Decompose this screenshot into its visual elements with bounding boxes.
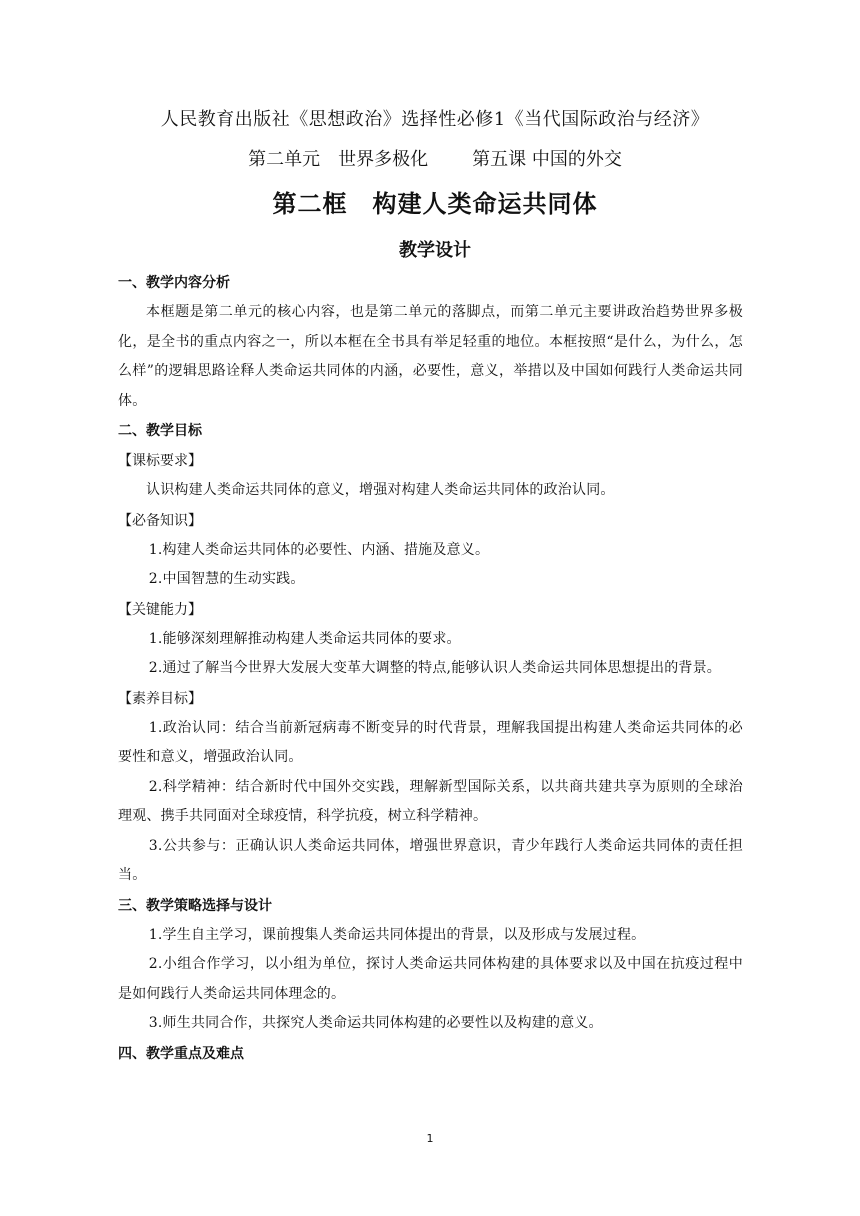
section-heading-objectives: 二、教学目标	[118, 423, 202, 439]
list-item: 2.小组合作学习，以小组为单位，探讨人类命运共同体构建的具体要求以及中国在抗疫过程中是如何践行人类命运共同体理念的。	[118, 956, 743, 1002]
unit-lesson-line	[110, 145, 760, 171]
list-item: 2.中国智慧的生动实践。	[148, 571, 305, 587]
list-item: 1.构建人类命运共同体的必要性、内涵、措施及意义。	[148, 541, 490, 558]
page-subtitle: 教学设计	[399, 240, 471, 261]
label-knowledge: 【必备知识】	[118, 512, 202, 529]
list-item: 1.政治认同：结合当前新冠病毒不断变异的时代背景，理解我国提出构建人类命运共同体的必要性和意义，增强政治认同。	[118, 719, 743, 765]
list-item: 1.学生自主学习，课前搜集人类命运共同体提出的背景，以及形成与发展过程。	[148, 926, 646, 943]
curriculum-paragraph: 认识构建人类命运共同体的意义，增强对构建人类命运共同体的政治认同。	[146, 482, 615, 498]
list-item: 2.通过了解当今世界大发展大变革大调整的特点,能够认识人类命运共同体思想提出的背景。	[148, 660, 722, 676]
list-item: 2.科学精神：结合新时代中国外交实践，理解新型国际关系，以共商共建共享为原则的全球治理观、携手共同面对全球疫情，科学抗疫，树立科学精神。	[118, 778, 743, 824]
section-heading-strategy: 三、教学策略选择与设计	[118, 897, 272, 914]
section-heading-key-points: 四、教学重点及难点	[118, 1045, 244, 1062]
unit-label: 第二单元 世界多极化	[248, 149, 429, 170]
list-item: 1.能够深刻理解推动构建人类命运共同体的要求。	[148, 630, 461, 647]
lesson-label: 第五课 中国的外交	[472, 149, 622, 170]
list-item: 3.公共参与：正确认识人类命运共同体，增强世界意识，青少年践行人类命运共同体的责任担当。	[118, 837, 743, 883]
publisher-line: 人民教育出版社《思想政治》选择性必修1《当代国际政治与经济》	[160, 109, 710, 130]
content-analysis-paragraph: 本框题是第二单元的核心内容，也是第二单元的落脚点，而第二单元主要讲政治趋势世界多极化，是全书的重点内容之一，所以本框在全书具有举足轻重的地位。本框按照“是什么，为什么，怎么样”的逻辑思路诠释人类命运共同体的内涵，必要性，意义，举措以及中国如何践行人类命运共同体。	[118, 304, 743, 409]
list-item: 3.师生共同合作，共探究人类命运共同体构建的必要性以及构建的意义。	[148, 1015, 603, 1031]
label-abilities: 【关键能力】	[118, 601, 202, 618]
section-heading-content-analysis: 一、教学内容分析	[118, 275, 230, 291]
page-title: 第二框 构建人类命运共同体	[272, 190, 598, 218]
label-curriculum: 【课标要求】	[118, 453, 202, 469]
document-body	[118, 268, 743, 1069]
page-number: 1	[426, 1132, 434, 1145]
label-literacy: 【素养目标】	[118, 690, 202, 707]
